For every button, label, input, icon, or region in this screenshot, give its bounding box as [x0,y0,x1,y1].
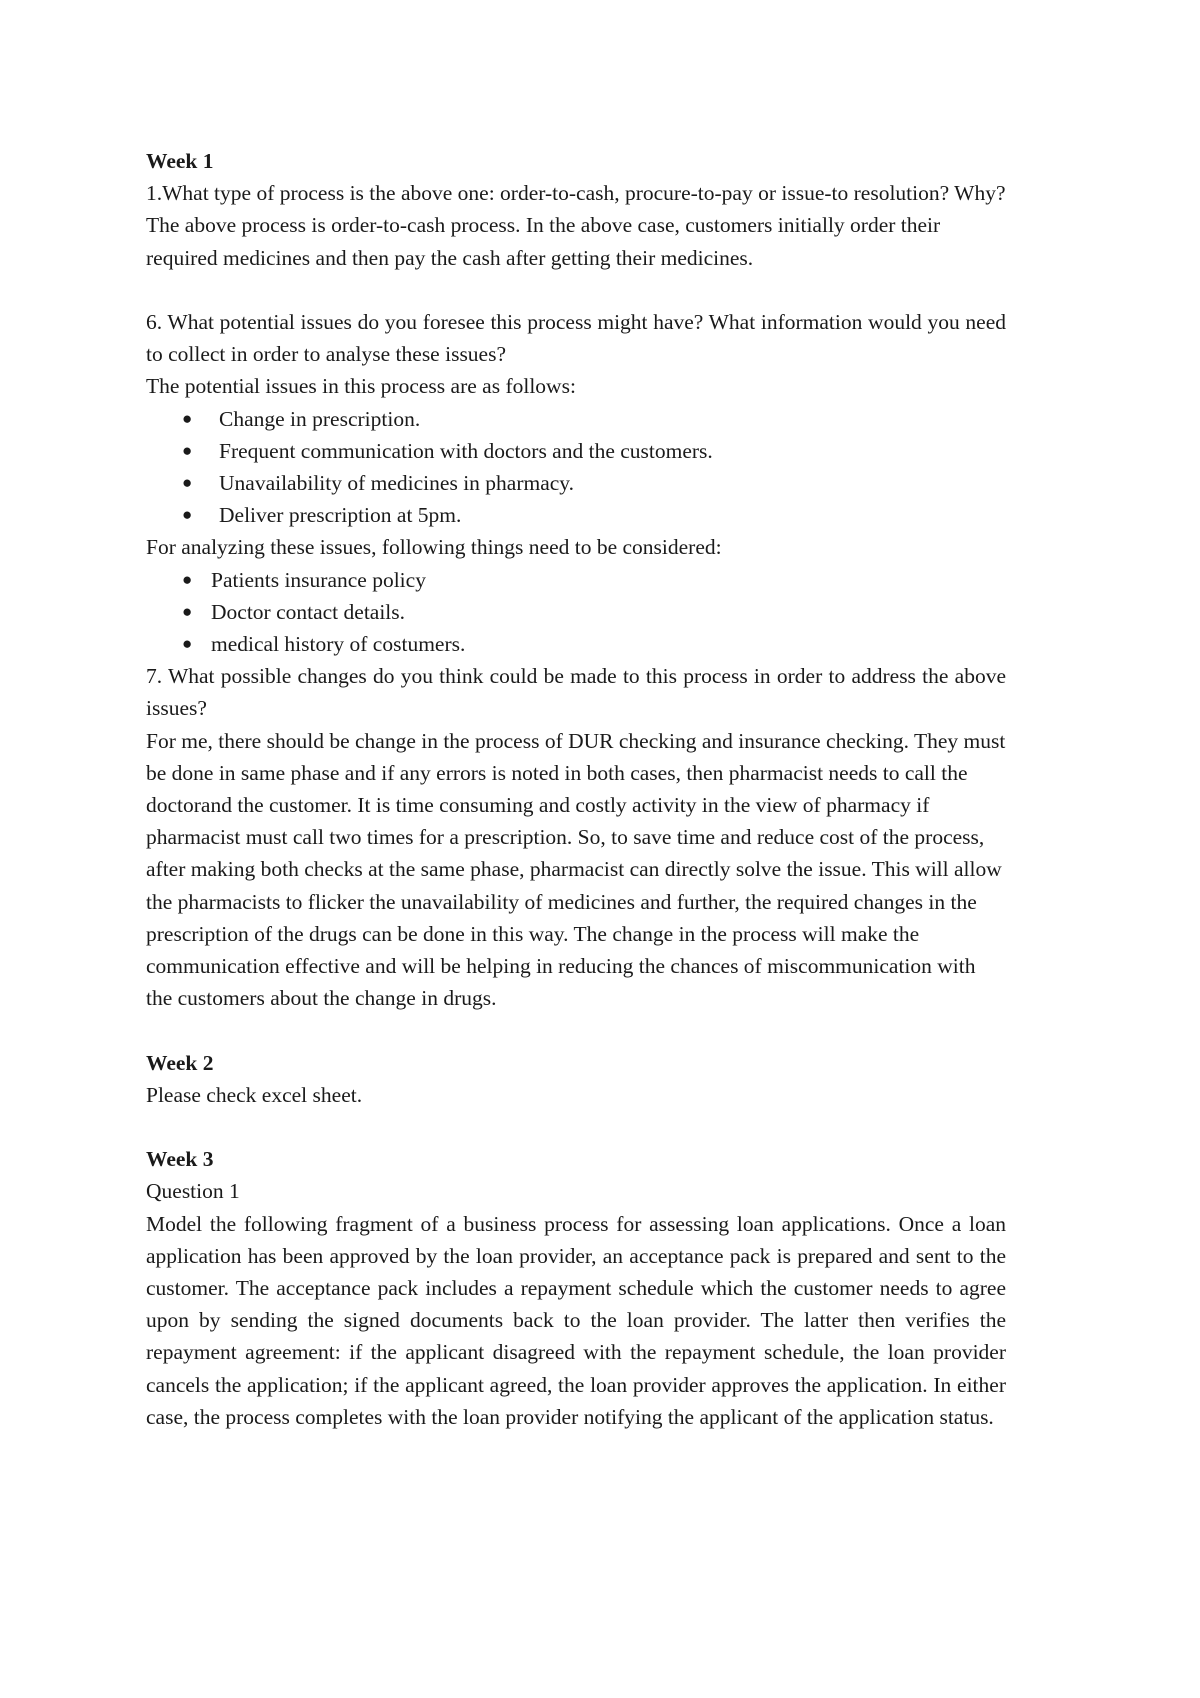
week3-heading: Week 3 [146,1147,214,1172]
spacer [146,1111,1006,1143]
week2-heading: Week 2 [146,1050,214,1075]
bullet-icon: ● [182,505,193,525]
bullet-icon: ● [182,634,193,654]
list-item: ● Deliver prescription at 5pm. [146,499,1006,531]
list-item: ● Frequent communication with doctors and the customers. [146,435,1006,467]
document-page [146,145,1006,1433]
week3-text: Model the following fragment of a business process for assessing loan applications. Once a loan application has been approved by the loan provider, an acceptance pack is prepared and sent to the customer. The acceptance pack includes a repayment schedule which the customer needs to agree upon by sending the signed documents back to the loan provider. The latter then verifies the repayment agreement: if the applicant disagreed with the repayment schedule, the loan provider cancels the application; if the applicant agreed, the loan provider approves the application. In either case, the process completes with the loan provider notifying the applicant of the application status. [146,1211,1006,1429]
list-item: ● Patients insurance policy [146,564,1006,596]
issues-intro: The potential issues in this process are as follows: [146,374,576,399]
week1-heading: Week 1 [146,149,214,173]
bullet-icon: ● [182,408,193,428]
bullet-icon: ● [182,473,193,493]
spacer [146,274,1006,306]
week1-answer-7: For me, there should be change in the process of DUR checking and insurance checking. They must be done in same phase and if any errors is noted in both cases, then pharmacist needs to call the doctorand the customer. It is time consuming and costly activity in the view of pharmacy if pharmacist must call two times for a prescription. So, to save time and reduce cost of the process, after making both checks at the same phase, pharmacist can directly solve the issue. This will allow the pharmacists to flicker the unavailability of medicines and further, the required changes in the prescription of the drugs can be done in this way. The change in the process will make the communication effective and will be helping in reducing the chances of miscommunication with the customers about the change in drugs. [146,728,1006,1011]
consider-list [146,564,1006,661]
week1-question-7: 7. What possible changes do you think could be made to this process in order to address the above issues? [146,664,1006,721]
bullet-icon: ● [182,601,193,621]
spacer [146,1014,1006,1046]
issues-list [146,403,1006,532]
consider-intro: For analyzing these issues, following things need to be considered: [146,535,722,560]
list-item: ● Change in prescription. [146,403,1006,435]
list-item: ● Doctor contact details. [146,596,1006,628]
bullet-icon: ● [182,569,193,589]
list-item: ● Unavailability of medicines in pharmacy. [146,467,1006,499]
bullet-icon: ● [182,440,193,460]
week1-question-6: 6. What potential issues do you foresee this process might have? What information would you need to collect in order to analyse these issues? [146,310,1006,367]
list-item: ● medical history of costumers. [146,628,1006,660]
week3-question-label: Question 1 [146,1179,240,1204]
week2-text: Please check excel sheet. [146,1082,363,1107]
week1-answer-1: The above process is order-to-cash process. In the above case, customers initially order their required medicines and then pay the cash after getting their medicines. [146,213,941,270]
week1-question-1: 1.What type of process is the above one: order-to-cash, procure-to-pay or issue-to resolution? Why? [146,181,1006,206]
